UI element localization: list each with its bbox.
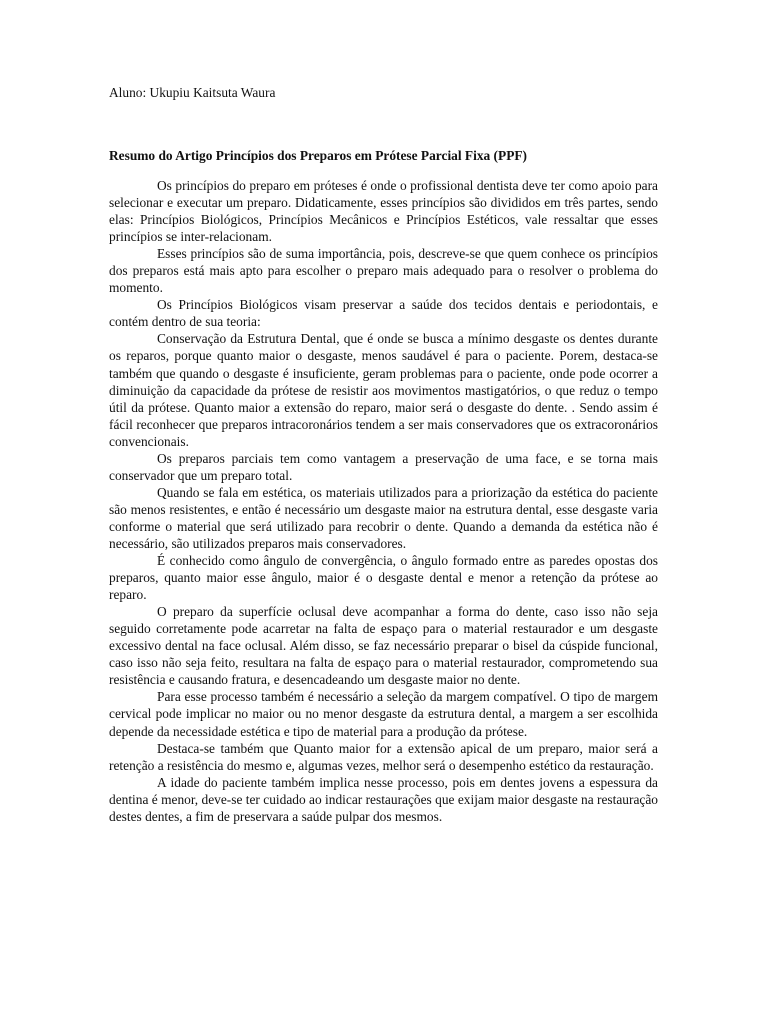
paragraph-8: O preparo da superfície oclusal deve acompanhar a forma do dente, caso isso não seja seguido corretamente pode acarretar na falta de espaço para o material restaurador e um desgaste excessivo dental na face oclusal. Além disso, se faz necessário preparar o bisel da cúspide funcional, caso isso não seja feito, resultara na falta de espaço para o material restaurador, comprometendo sua resistência e causando fratura, e desencadeando um desgaste maior no dente. [109,604,658,688]
author-line: Aluno: Ukupiu Kaitsuta Waura [109,85,276,100]
paragraph-4: Conservação da Estrutura Dental, que é onde se busca a mínimo desgaste os dentes durante os reparos, porque quanto maior o desgaste, menos saudável é para o paciente. Porem, destaca-se também que quando o desgaste é insuficiente, geram problemas para o paciente, onde pode ocorrer a diminuição da capacidade da prótese de resistir aos movimentos mastigatórios, o que reduz o tempo útil da prótese. Quanto maior a extensão do reparo, maior será o desgaste do dente. . Sendo assim é fácil reconhecer que preparos intracoronários tendem a ser mais conservadores que os extracoronários convencionais. [109,331,658,449]
paragraph-5: Os preparos parciais tem como vantagem a preservação de uma face, e se torna mais conservador que um preparo total. [109,450,658,483]
paragraph-11: A idade do paciente também implica nesse processo, pois em dentes jovens a espessura da dentina é menor, deve-se ter cuidado ao indicar restaurações que exijam maior desgaste na restauração destes dentes, a fim de preservara a saúde pulpar dos mesmos. [109,774,658,824]
paragraph-10: Destaca-se também que Quanto maior for a extensão apical de um preparo, maior será a retenção a resistência do mesmo e, algumas vezes, melhor será o desempenho estético da restauração. [109,740,658,773]
paragraph-6: Quando se fala em estética, os materiais utilizados para a priorização da estética do paciente são menos resistentes, e então é necessário um desgaste maior na estrutura dental, esse desgaste varia conforme o material que será utilizado para recobrir o dente. Quando a demanda da estética não é necessário, são utilizados preparos mais conservadores. [109,484,658,551]
paragraph-7: É conhecido como ângulo de convergência, o ângulo formado entre as paredes opostas dos preparos, quanto maior esse ângulo, maior é o desgaste dental e menor a retenção da prótese ao reparo. [109,553,658,603]
document-body [109,177,658,825]
document-title: Resumo do Artigo Princípios dos Preparos em Prótese Parcial Fixa (PPF) [109,148,528,163]
paragraph-1: Os princípios do preparo em próteses é onde o profissional dentista deve ter como apoio para selecionar e executar um preparo. Didaticamente, esses princípios são divididos em três partes, sendo elas: Princípios Biológicos, Princípios Mecânicos e Princípios Estéticos, vale ressaltar que esses princípios se inter-relacionam. [109,178,658,245]
paragraph-9: Para esse processo também é necessário a seleção da margem compatível. O tipo de margem cervical pode implicar no maior ou no menor desgaste da estrutura dental, a margem a ser escolhida depende da necessidade estética e tipo de material para a produção da prótese. [109,689,658,739]
paragraph-3: Os Princípios Biológicos visam preservar a saúde dos tecidos dentais e periodontais, e contém dentro de sua teoria: [109,297,658,330]
document-page [109,84,658,825]
paragraph-2: Esses princípios são de suma importância, pois, descreve-se que quem conhece os princípios dos preparos está mais apto para escolher o preparo mais adequado para o resolver o problema do momento. [109,246,658,296]
